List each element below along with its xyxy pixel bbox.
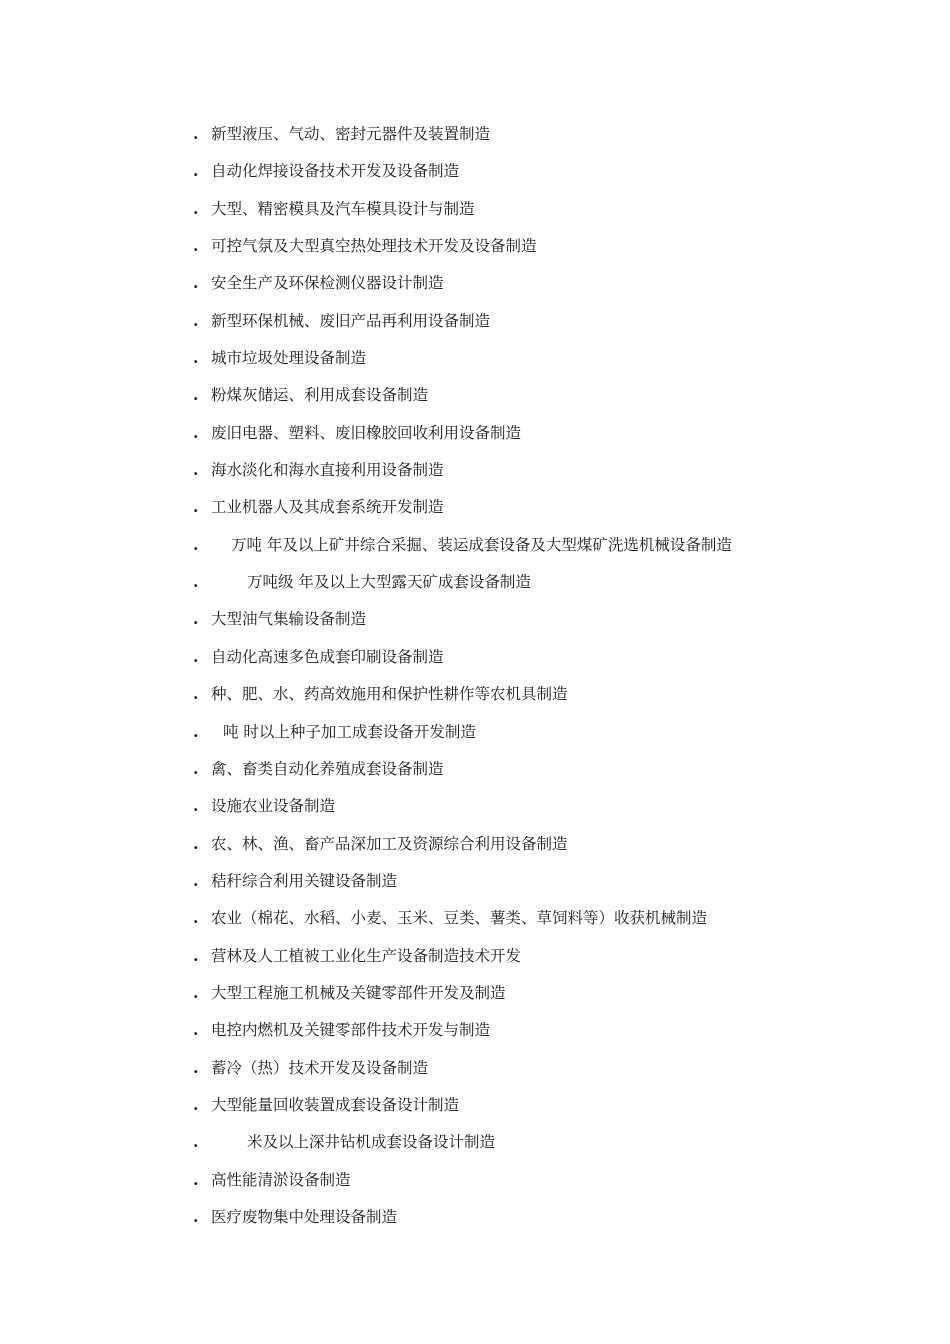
item-text: 农、林、渔、畜产品深加工及资源综合利用设备制造 (211, 834, 568, 853)
list-item (193, 1129, 893, 1166)
item-text: 工业机器人及其成套系统开发制造 (211, 498, 444, 517)
item-text: 吨 时以上种子加工成套设备开发制造 (223, 722, 476, 741)
list-item (193, 121, 893, 158)
list-item (193, 1167, 893, 1204)
item-text: 蓄冷（热）技术开发及设备制造 (211, 1058, 429, 1077)
bullet: . (193, 646, 199, 666)
equipment-list (193, 121, 893, 1241)
item-text: 医疗废物集中处理设备制造 (211, 1207, 398, 1226)
list-item (193, 831, 893, 868)
bullet: . (193, 385, 199, 405)
list-item (193, 569, 893, 606)
item-text: 粉煤灰储运、利用成套设备制造 (211, 386, 429, 405)
item-text: 万吨级 年及以上大型露天矿成套设备制造 (247, 573, 531, 592)
item-text: 自动化高速多色成套印刷设备制造 (211, 647, 444, 666)
list-item (193, 270, 893, 307)
bullet: . (193, 161, 199, 181)
item-text: 新型液压、气动、密封元器件及装置制造 (211, 125, 491, 143)
item-text: 废旧电器、塑料、废旧橡胶回收利用设备制造 (211, 423, 522, 442)
item-text: 万吨 年及以上矿井综合采掘、装运成套设备及大型煤矿洗选机械设备制造 (231, 535, 732, 554)
item-text: 安全生产及环保检测仪器设计制造 (211, 274, 444, 293)
list-item (193, 905, 893, 942)
list-item (193, 1017, 893, 1054)
item-text: 设施农业设备制造 (211, 797, 336, 816)
bullet: . (193, 684, 199, 704)
item-text: 大型能量回收装置成套设备设计制造 (211, 1095, 460, 1114)
item-text: 农业（棉花、水稻、小麦、玉米、豆类、薯类、草饲料等）收获机械制造 (211, 909, 708, 928)
list-item (193, 1092, 893, 1129)
list-item (193, 233, 893, 270)
bullet: . (193, 908, 199, 928)
bullet: . (193, 1020, 199, 1040)
item-text: 城市垃圾处理设备制造 (211, 349, 367, 368)
item-text: 自动化焊接设备技术开发及设备制造 (211, 162, 460, 181)
list-item (193, 681, 893, 718)
item-text: 大型油气集输设备制造 (211, 610, 367, 629)
bullet: . (193, 796, 199, 816)
bullet: . (193, 534, 199, 554)
bullet: . (193, 609, 199, 629)
bullet: . (193, 348, 199, 368)
item-text: 禽、畜类自动化养殖成套设备制造 (211, 759, 444, 778)
bullet: . (193, 460, 199, 480)
bullet: . (193, 1206, 199, 1226)
item-text: 米及以上深井钻机成套设备设计制造 (247, 1133, 496, 1152)
item-text: 新型环保机械、废旧产品再利用设备制造 (211, 311, 491, 330)
bullet: . (193, 572, 199, 592)
bullet: . (193, 310, 199, 330)
list-item (193, 719, 893, 756)
list-item (193, 644, 893, 681)
list-item (193, 980, 893, 1017)
item-text: 电控内燃机及关键零部件技术开发与制造 (211, 1021, 491, 1040)
list-item (193, 196, 893, 233)
list-item (193, 943, 893, 980)
bullet: . (193, 1094, 199, 1114)
bullet: . (193, 870, 199, 890)
list-item (193, 308, 893, 345)
bullet: . (193, 982, 199, 1002)
item-text: 海水淡化和海水直接利用设备制造 (211, 461, 444, 480)
bullet: . (193, 945, 199, 965)
list-item (193, 532, 893, 569)
bullet: . (193, 758, 199, 778)
bullet: . (193, 273, 199, 293)
list-item (193, 158, 893, 195)
item-text: 大型、精密模具及汽车模具设计与制造 (211, 199, 475, 218)
bullet: . (193, 497, 199, 517)
bullet: . (193, 1132, 199, 1152)
item-text: 营林及人工植被工业化生产设备制造技术开发 (211, 946, 522, 965)
list-item (193, 793, 893, 830)
list-item (193, 1055, 893, 1092)
item-text: 高性能清淤设备制造 (211, 1170, 351, 1189)
item-text: 秸秆综合利用关键设备制造 (211, 871, 398, 890)
list-item (193, 1204, 893, 1241)
list-item (193, 457, 893, 494)
item-text: 大型工程施工机械及关键零部件开发及制造 (211, 983, 506, 1002)
item-text: 种、肥、水、药高效施用和保护性耕作等农机具制造 (211, 685, 568, 704)
item-text: 可控气氛及大型真空热处理技术开发及设备制造 (211, 237, 537, 256)
bullet: . (193, 422, 199, 442)
list-item (193, 756, 893, 793)
bullet: . (193, 236, 199, 256)
bullet: . (193, 833, 199, 853)
bullet: . (193, 124, 199, 143)
bullet: . (193, 198, 199, 218)
bullet: . (193, 1169, 199, 1189)
bullet: . (193, 1057, 199, 1077)
bullet: . (193, 721, 199, 741)
list-item (193, 868, 893, 905)
list-item (193, 420, 893, 457)
list-item (193, 606, 893, 643)
list-item (193, 382, 893, 419)
list-item (193, 494, 893, 531)
list-item (193, 345, 893, 382)
